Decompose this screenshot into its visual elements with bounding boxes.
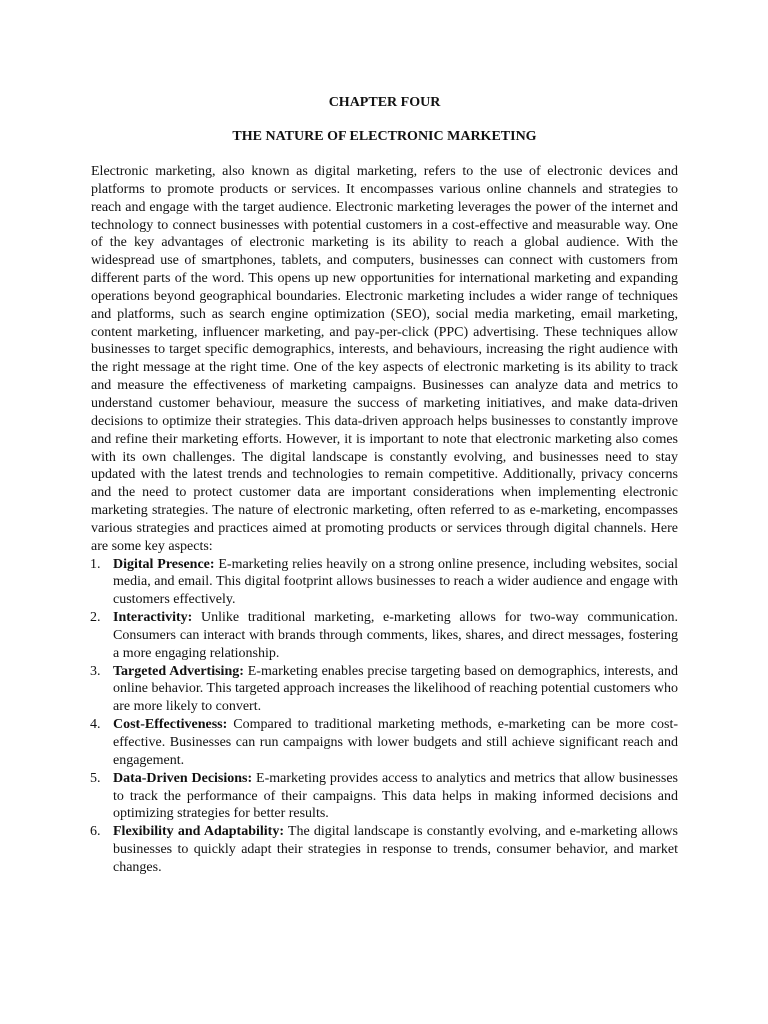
- list-item-term: Interactivity:: [113, 610, 193, 626]
- chapter-title: THE NATURE OF ELECTRONIC MARKETING: [232, 129, 537, 144]
- list-item: [91, 716, 678, 770]
- list-item-text: E-marketing relies heavily on a strong online presence, including websites, social media, and email. This digital footprint allows businesses to reach a wider audience and engage with customers effectively.: [113, 556, 678, 608]
- list-item-number: 2.: [90, 610, 101, 626]
- list-item: [91, 823, 678, 877]
- intro-paragraph: Electronic marketing, also known as digital marketing, refers to the use of electronic devices and platforms to promote products or services. It encompasses various online channels and strategies to reach and engage with the target audience. Electronic marketing leverages the power of the internet and technology to connect businesses with potential customers in a cost-effective and measurable way. One of the key advantages of electronic marketing is its ability to reach a global audience. With the widespread use of smartphones, tablets, and computers, businesses can connect with customers from different parts of the word. This opens up new opportunities for international marketing and expanding operations beyond geographical boundaries. Electronic marketing includes a wider range of techniques and platforms, such as search engine optimization (SEO), social media marketing, email marketing, content marketing, influencer marketing, and pay-per-click (PPC) advertising. These techniques allow businesses to target specific demographics, interests, and behaviours, increasing the right audience with the right message at the right time. One of the key aspects of electronic marketing is its ability to track and measure the effectiveness of marketing campaigns. Businesses can analyze data and metrics to understand customer behaviour, measure the success of marketing initiatives, and make data-driven decisions to optimize their strategies. This data-driven approach helps businesses to constantly improve and refine their marketing efforts. However, it is important to note that electronic marketing also comes with its own challenges. The digital landscape is constantly evolving, and businesses need to stay updated with the latest trends and technologies to remain competitive. Additionally, privacy concerns and the need to protect customer data are important considerations when implementing electronic marketing strategies. The nature of electronic marketing, often referred to as e-marketing, encompasses various strategies and practices aimed at promoting products or services through digital channels. Here are some key aspects:: [91, 164, 678, 554]
- list-item-number: 1.: [90, 556, 101, 572]
- list-item: [91, 556, 678, 610]
- list-item-text: E-marketing provides access to analytics and metrics that allow businesses to track the performance of their campaigns. This data helps in making informed decisions and optimizing strategies for better results.: [113, 770, 678, 822]
- list-item: [91, 609, 678, 663]
- list-item: [91, 770, 678, 824]
- list-item-number: 5.: [90, 770, 101, 786]
- list-item-term: Data-Driven Decisions:: [113, 770, 253, 786]
- list-item-text: The digital landscape is constantly evolving, and e-marketing allows businesses to quickly adapt their strategies in response to trends, consumer behavior, and market changes.: [113, 824, 678, 875]
- key-aspects-list: [91, 556, 678, 877]
- list-item-number: 4.: [90, 717, 101, 733]
- list-item-term: Cost-Effectiveness:: [113, 717, 228, 733]
- list-item-term: Flexibility and Adaptability:: [113, 824, 284, 840]
- list-item-term: Digital Presence:: [113, 556, 215, 572]
- list-item-text: E-marketing enables precise targeting based on demographics, interests, and online behavior. This targeted approach increases the likelihood of reaching potential customers who are more likely to convert.: [113, 663, 678, 715]
- list-item-term: Targeted Advertising:: [113, 663, 244, 679]
- list-item-number: 3.: [90, 663, 101, 679]
- list-item-text: Unlike traditional marketing, e-marketing allows for two-way communication. Consumers can interact with brands through comments, likes, shares, and direct messages, fostering a more engaging relationship.: [113, 610, 678, 661]
- list-item: [91, 663, 678, 717]
- chapter-heading: CHAPTER FOUR: [328, 95, 441, 110]
- list-item-number: 6.: [90, 824, 101, 840]
- list-item-text: Compared to traditional marketing methods, e-marketing can be more cost-effective. Businesses can run campaigns with lower budgets and still achieve significant reach and engagement.: [113, 717, 678, 768]
